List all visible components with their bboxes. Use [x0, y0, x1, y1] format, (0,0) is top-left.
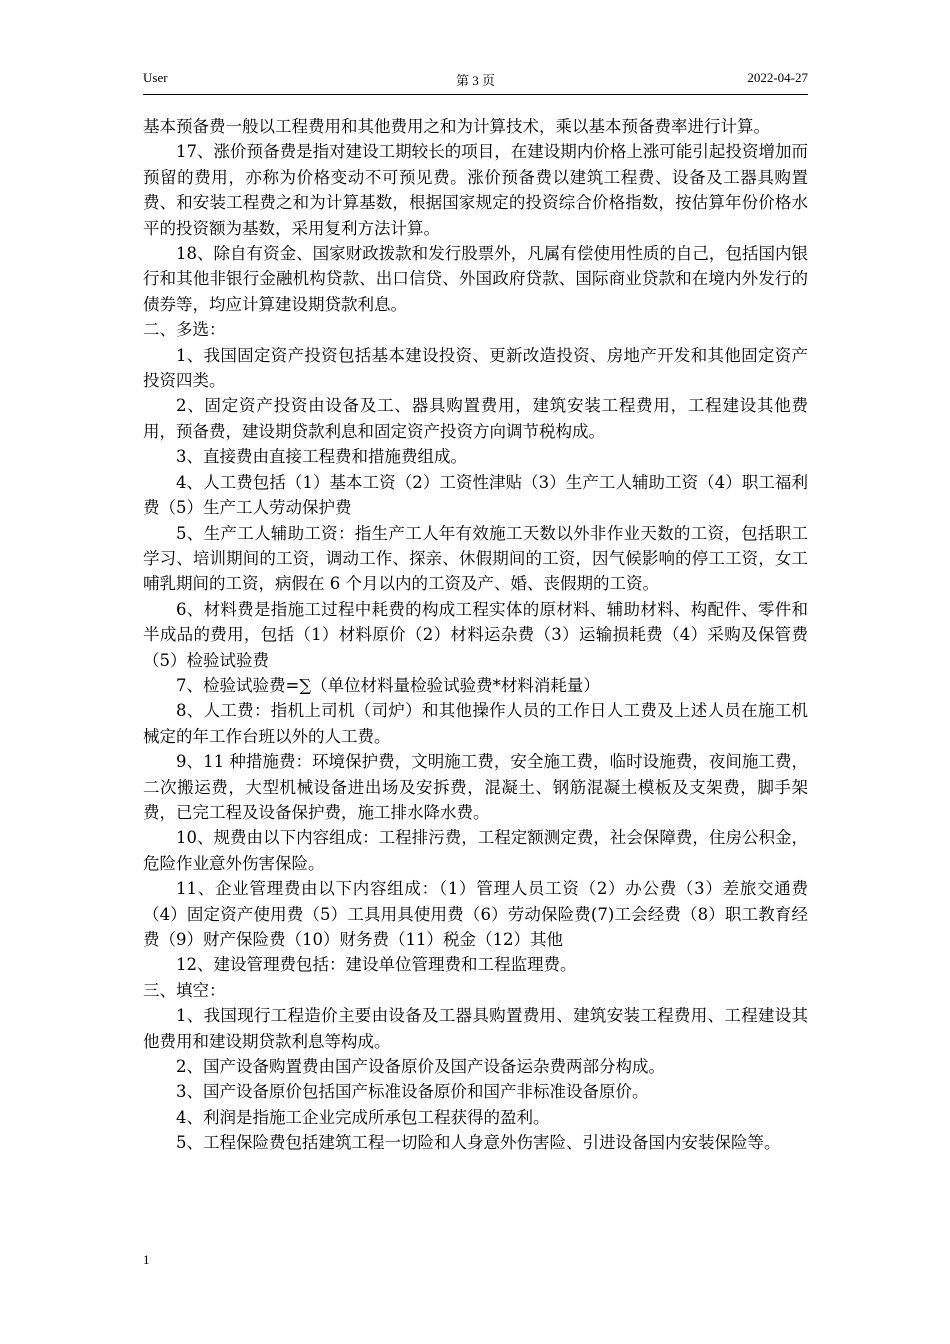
- paragraph: 5、生产工人辅助工资：指生产工人年有效施工天数以外非作业天数的工资，包括职工学习、培训期间的工资，调动工作、探亲、休假期间的工资，因气候影响的停工工资，女工哺乳期间的工资，病假在 6 个月以内的工资及产、婚、丧假期的工资。: [143, 523, 808, 594]
- paragraph: 4、人工费包括（1）基本工资（2）工资性津贴（3）生产工人辅助工资（4）职工福利费（5）生产工人劳动保护费: [143, 472, 808, 518]
- paragraph: 4、利润是指施工企业完成所承包工程获得的盈利。: [176, 1107, 550, 1127]
- page-header: [143, 70, 808, 90]
- paragraph: 8、人工费：指机上司机（司炉）和其他操作人员的工作日人工费及上述人员在施工机械定的年工作台班以外的人工费。: [143, 701, 808, 746]
- paragraph: 6、材料费是指施工过程中耗费的构成工程实体的原材料、辅助材料、构配件、零件和半成品的费用，包括（1）材料原价（2）材料运杂费（3）运输损耗费（4）采购及保管费（5）检验试验费: [143, 599, 808, 670]
- paragraph: 7、检验试验费=∑（单位材料量检验试验费*材料消耗量）: [176, 675, 600, 695]
- paragraph: 3、国产设备原价包括国产标准设备原价和国产非标准设备原价。: [176, 1082, 649, 1102]
- paragraph: 5、工程保险费包括建筑工程一切险和人身意外伤害险、引进设备国内安装保险等。: [176, 1133, 781, 1153]
- header-date: 2022-04-27: [747, 70, 808, 85]
- paragraph: 1、我国固定资产投资包括基本建设投资、更新改造投资、房地产开发和其他固定资产投资四类。: [143, 345, 808, 391]
- header-page-label: 第 3 页: [455, 73, 495, 88]
- paragraph: 2、国产设备购置费由国产设备原价及国产设备运杂费两部分构成。: [176, 1057, 665, 1077]
- section-heading: 二、多选：: [143, 320, 226, 340]
- section-heading: 三、填空：: [143, 980, 226, 1000]
- paragraph: 9、11 种措施费：环境保护费，文明施工费，安全施工费，临时设施费，夜间施工费，二次搬运费，大型机械设备进出场及安拆费，混凝土、钢筋混凝土模板及支架费，脚手架费，已完工程及设备保护费，施工排水降水费。: [143, 752, 808, 822]
- header-divider: [143, 94, 808, 95]
- page-footer: [143, 1252, 150, 1268]
- paragraph: 17、涨价预备费是指对建设工期较长的项目，在建设期内价格上涨可能引起投资增加而预留的费用，亦称为价格变动不可预见费。涨价预备费以建筑工程费、设备及工器具购置费、和安装工程费之和为计算基数，根据国家规定的投资综合价格指数，按估算年份价格水平的投资额为基数，采用复利方法计算。: [143, 142, 808, 238]
- paragraph: 18、除自有资金、国家财政拨款和发行股票外，凡属有偿使用性质的自己，包括国内银行和其他非银行金融机构贷款、出口信贷、外国政府贷款、国际商业贷款和在境内外发行的债券等，均应计算建设期贷款利息。: [143, 244, 808, 314]
- footer-page-number: 1: [143, 1252, 150, 1267]
- paragraph: 10、规费由以下内容组成：工程排污费，工程定额测定费，社会保障费，住房公积金，危险作业意外伤害保险。: [143, 828, 808, 873]
- paragraph: 11、企业管理费由以下内容组成：（1）管理人员工资（2）办公费（3）差旅交通费（4）固定资产使用费（5）工具用具使用费（6）劳动保险费(7)工会经费（8）职工教育经费（9）财产保险费（10）财务费（11）税金（12）其他: [143, 879, 808, 949]
- paragraph: 12、建设管理费包括：建设单位管理费和工程监理费。: [176, 955, 577, 975]
- paragraph: 1、我国现行工程造价主要由设备及工器具购置费用、建筑安装工程费用、工程建设其他费用和建设期贷款利息等构成。: [143, 1006, 808, 1051]
- document-body: [143, 114, 808, 1156]
- header-author: User: [143, 70, 168, 85]
- paragraph: 3、直接费由直接工程费和措施费组成。: [176, 447, 467, 467]
- paragraph: 2、固定资产投资由设备及工、器具购置费用，建筑安装工程费用，工程建设其他费用，预备费，建设期贷款利息和固定资产投资方向调节税构成。: [143, 396, 808, 441]
- paragraph: 基本预备费一般以工程费用和其他费用之和为计算技术，乘以基本预备费率进行计算。: [143, 117, 770, 136]
